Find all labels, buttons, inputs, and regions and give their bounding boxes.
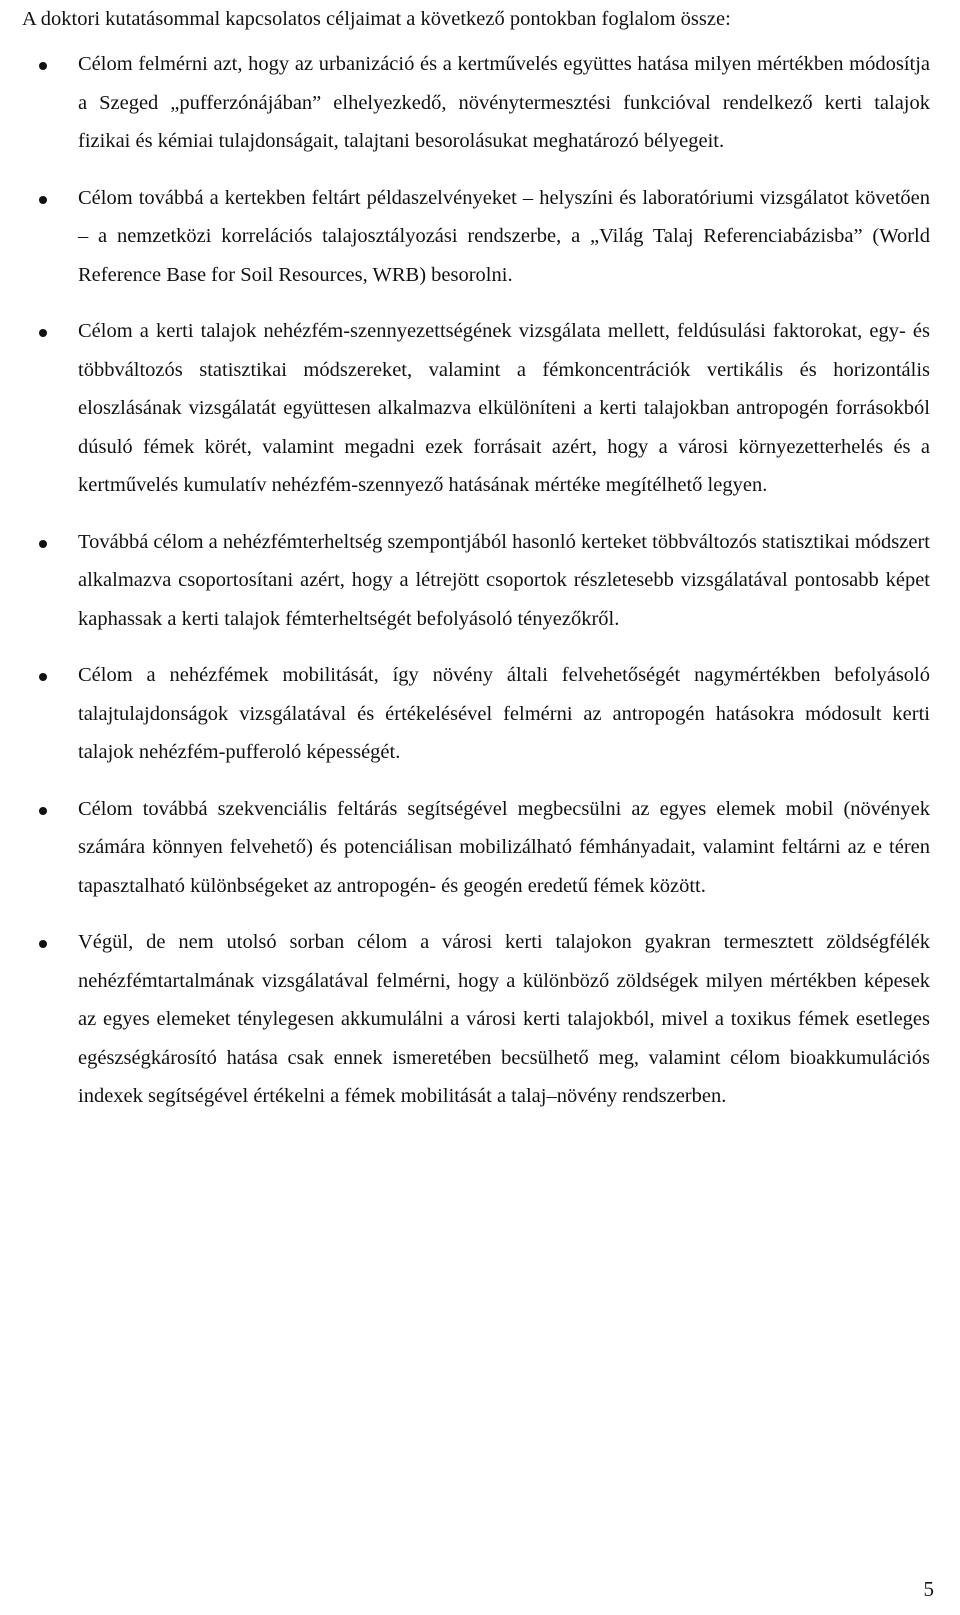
list-item [0, 790, 960, 906]
list-item [0, 923, 960, 1116]
goals-list [0, 45, 960, 1134]
goal-text: Célom a nehézfémek mobilitását, így növény általi felvehetőségét nagymértékben befolyásoló talajtulajdonságok vizsgálatával és értékelésével felmérni az antropogén hatásokra módosult kerti talajok nehézfém-pufferoló képességét. [78, 664, 930, 763]
list-item [0, 312, 960, 505]
goal-text: Továbbá célom a nehézfémterheltség szempontjából hasonló kerteket többváltozós statisztikai módszert alkalmazva csoportosítani azért, hogy a létrejött csoportok részletesebb vizsgálatával pontosabb képet kaphassak a kerti talajok fémterheltségét befolyásoló tényezőkről. [78, 530, 930, 630]
goal-text: Célom felmérni azt, hogy az urbanizáció és a kertművelés együttes hatása milyen mértékben módosítja a Szeged „pufferzónájában” elhelyezkedő, növénytermesztési funkcióval rendelkező kerti talajok fizikai és kémiai tulajdonságait, talajtani besorolásukat meghatározó bélyegeit. [78, 53, 930, 152]
bullet-icon [39, 329, 47, 337]
bullet-icon [39, 196, 47, 204]
bullet-icon [39, 62, 47, 70]
bullet-icon [39, 807, 47, 815]
bullet-icon [39, 940, 47, 948]
goal-text: Célom a kerti talajok nehézfém-szennyezettségének vizsgálata mellett, feldúsulási faktorokat, egy- és többváltozós statisztikai módszereket, valamint a fémkoncentrációk vertikális és horizontális eloszlásának vizsgálatát együttesen alkalmazva elkülöníteni a kerti talajokban antropogén forrásokból dúsuló fémek körét, valamint megadni ezek forrásait azért, hogy a városi környezetterhelés és a kertművelés kumulatív nehézfém-szennyező hatásának mértéke megítélhető legyen. [78, 320, 930, 496]
page-number: 5 [923, 1577, 934, 1601]
list-item [0, 179, 960, 295]
bullet-icon [39, 673, 47, 681]
list-item [0, 656, 960, 772]
goal-text: Célom továbbá a kertekben feltárt példaszelvényeket – helyszíni és laboratóriumi vizsgálatot követően – a nemzetközi korrelációs talajosztályozási rendszerbe, a „Világ Talaj Referenciabázisba” (World Reference Base for Soil Resources, WRB) besorolni. [78, 186, 930, 286]
goal-text: Célom továbbá szekvenciális feltárás segítségével megbecsülni az egyes elemek mobil (növények számára könnyen felvehető) és potenciálisan mobilizálható fémhányadait, valamint feltárni az e téren tapasztalható különbségeket az antropogén- és geogén eredetű fémek között. [78, 797, 930, 897]
intro-paragraph: A doktori kutatásommal kapcsolatos céljaimat a következő pontokban foglalom össze: [22, 8, 731, 30]
list-item [0, 523, 960, 639]
bullet-icon [39, 540, 47, 548]
goal-text: Végül, de nem utolsó sorban célom a városi kerti talajokon gyakran termesztett zöldségfélék nehézfémtartalmának vizsgálatával felmérni, hogy a különböző zöldségek milyen mértékben képesek az egyes elemeket ténylegesen akkumulálni a városi kerti talajokból, mivel a toxikus fémek esetleges egészségkárosító hatása csak ennek ismeretében becsülhető meg, valamint célom bioakkumulációs indexek segítségével értékelni a fémek mobilitását a talaj–növény rendszerben. [78, 931, 930, 1107]
list-item [0, 45, 960, 161]
